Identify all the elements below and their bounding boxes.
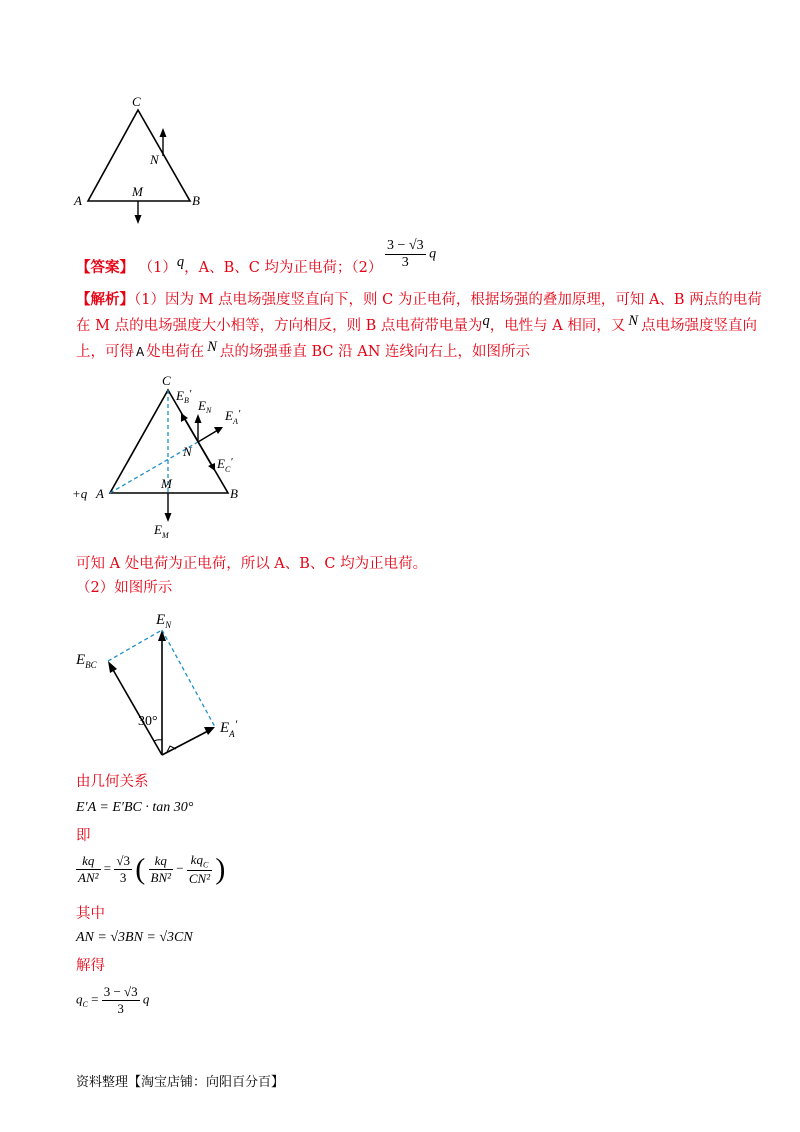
label-plusq: +q bbox=[72, 486, 88, 501]
conclusion-line: 可知 A 处电荷为正电荷，所以 A、B、C 均为正电荷。 bbox=[76, 556, 428, 572]
label-A2: A bbox=[96, 486, 104, 501]
analysis-tag: 【解析】 bbox=[76, 291, 134, 308]
label-M2: M bbox=[161, 476, 172, 491]
label-EN3: E bbox=[156, 612, 166, 628]
svg-text:EN: $E_N$ bbox=[156, 612, 172, 630]
figure-triangle-1 bbox=[70, 92, 220, 232]
label-A: A bbox=[74, 193, 82, 208]
label-EA3: E bbox=[220, 720, 230, 736]
label-C2: C bbox=[162, 373, 171, 388]
label-N2: N bbox=[183, 444, 192, 459]
label-N: N bbox=[150, 152, 159, 167]
label-B2: B bbox=[230, 486, 238, 501]
label-EA2: E bbox=[225, 408, 233, 423]
step-ie: 即 bbox=[76, 828, 91, 844]
svg-text:EC′: $E_C'$ bbox=[217, 456, 233, 474]
step-jiede: 解得 bbox=[76, 958, 105, 974]
figure-field-diagram bbox=[70, 368, 270, 548]
label-EM: E bbox=[154, 522, 162, 537]
part2-line: （2）如图所示 bbox=[76, 580, 173, 596]
footer-source: 资料整理【淘宝店铺：向阳百分百】 bbox=[76, 1075, 285, 1090]
equation-1: E′A = E′BC · tan 30° bbox=[76, 800, 194, 815]
answer-tag: 【答案】 bbox=[76, 259, 134, 276]
svg-text:EM: $E_M$ bbox=[154, 522, 169, 540]
answer-fraction: $\frac{3 - √3}{3}$ q bbox=[387, 238, 437, 270]
answer-line: 【答案】 （1）q，A、B、C 均为正电荷；（2） bbox=[76, 254, 383, 276]
step-geometry: 由几何关系 bbox=[76, 774, 149, 790]
equation-2: $\frac{kq}{\text{AN²}}$ = $\frac{√3}{3}$ ( $\frac{kq}{\text{BN²}}$ − $\frac{kq_C}{\text{CN²}}$ ) bbox=[78, 852, 226, 886]
figure-vector-triangle bbox=[70, 600, 260, 770]
label-EN2: E bbox=[198, 398, 206, 413]
label-B: B bbox=[192, 193, 200, 208]
analysis-line-2: 在 M 点的电场强度大小相等，方向相反，则 B 点电荷带电量为q，电性与 A 相同，又 N 点电场强度竖直向 bbox=[76, 313, 758, 334]
step-qizhong: 其中 bbox=[76, 906, 105, 922]
label-EB: E bbox=[176, 388, 184, 403]
svg-text:EN: $E_N$ bbox=[198, 398, 212, 415]
equation-4: $q_C$ = $\frac{3 - √3}{3}$ q bbox=[76, 984, 150, 1016]
svg-text:EB′: $E_B'$ bbox=[176, 388, 192, 405]
svg-text:EBC: $E_{BC}$ bbox=[76, 652, 97, 670]
label-angle-30: 30° bbox=[138, 714, 158, 729]
label-EC: E bbox=[217, 456, 225, 471]
svg-text:EA′: $E_A'$ bbox=[225, 408, 241, 426]
analysis-line-1: 【解析】（1）因为 M 点电场强度竖直向下，则 C 为正电荷，根据场强的叠加原理，可知 A、B 两点的电荷 bbox=[76, 291, 762, 308]
label-M: M bbox=[132, 184, 143, 199]
analysis-line-3: 上，可得 A 处电荷在 N 点的场强垂直 BC 沿 AN 连线向右上，如图所示 bbox=[76, 339, 531, 360]
svg-text:EA′: $E_A'$ bbox=[220, 717, 238, 739]
label-C: C bbox=[132, 94, 141, 109]
equation-3: AN = √3BN = √3CN bbox=[76, 930, 193, 945]
label-EBC: E bbox=[76, 652, 86, 668]
